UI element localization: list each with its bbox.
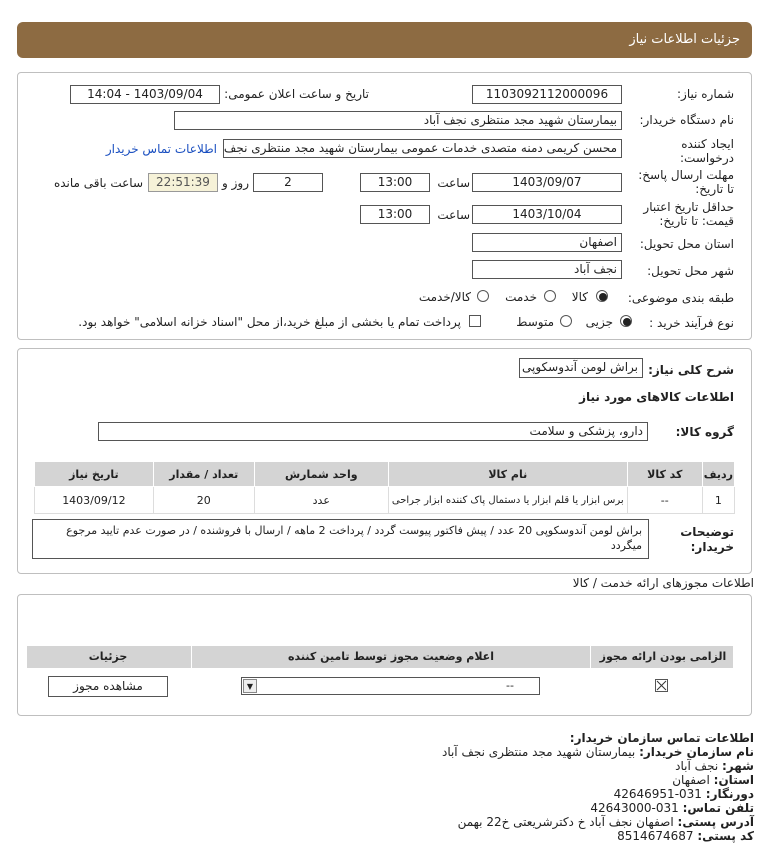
process-minor-radio[interactable] bbox=[620, 315, 632, 327]
category-label: طبقه بندی موضوعی: bbox=[627, 291, 734, 305]
province-field: اصفهان bbox=[472, 233, 622, 252]
contact-city: شهر: نجف آباد bbox=[675, 759, 754, 773]
city-field: نجف آباد bbox=[472, 260, 622, 279]
category-service-label: خدمت bbox=[505, 290, 537, 304]
creator-label: ایجاد کننده درخواست: bbox=[680, 137, 734, 165]
need-number-field: 1103092112000096 bbox=[472, 85, 622, 104]
validity-date-field: 1403/10/04 bbox=[472, 205, 622, 224]
category-goods-label: کالا bbox=[571, 290, 588, 304]
creator-field: محسن کریمی دمنه متصدی خدمات عمومی بیمارستان شهید مجد منتظری نجف bbox=[223, 139, 622, 158]
remaining-label: ساعت باقی مانده bbox=[53, 176, 143, 190]
category-goods-service-label: کالا/خدمت bbox=[418, 290, 471, 304]
cell-date: 1403/09/12 bbox=[35, 487, 154, 514]
contact-phone: تلفن تماس: 031-42643000 bbox=[590, 801, 754, 815]
chevron-down-icon: ▼ bbox=[243, 679, 257, 693]
cell-quantity: 20 bbox=[153, 487, 254, 514]
permits-col-status: اعلام وضعیت مجوز توسط تامین کننده bbox=[191, 646, 591, 668]
permit-required-checkbox bbox=[655, 679, 668, 692]
cell-code: -- bbox=[627, 487, 702, 514]
category-goods-radio[interactable] bbox=[596, 290, 608, 302]
col-quantity: تعداد / مقدار bbox=[153, 462, 254, 487]
col-row: ردیف bbox=[702, 462, 734, 487]
need-number-label: شماره نیاز: bbox=[677, 87, 734, 101]
validity-time-label: ساعت bbox=[437, 208, 470, 222]
deadline-time-label: ساعت bbox=[437, 176, 470, 190]
buyer-contact-link[interactable]: اطلاعات تماس خریدار bbox=[105, 142, 217, 156]
page-header bbox=[17, 22, 752, 58]
city-label: شهر محل تحویل: bbox=[647, 264, 734, 278]
process-minor-label: جزیی bbox=[585, 315, 613, 329]
goods-table bbox=[34, 461, 735, 514]
process-medium-label: متوسط bbox=[516, 315, 554, 329]
days-field: 2 bbox=[253, 173, 323, 192]
permits-col-required: الزامی بودن ارائه مجوز bbox=[599, 650, 727, 663]
buyer-field: بیمارستان شهید مجد منتظری نجف آباد bbox=[174, 111, 622, 130]
cross-icon bbox=[656, 680, 667, 691]
permits-col-details: جزئیات bbox=[88, 650, 128, 663]
announce-label: تاریخ و ساعت اعلان عمومی: bbox=[224, 87, 369, 101]
remaining-timer: 22:51:39 bbox=[148, 173, 218, 192]
deadline-label: مهلت ارسال پاسخ: تا تاریخ: bbox=[638, 168, 734, 196]
goods-group-field: دارو، پزشکی و سلامت bbox=[98, 422, 648, 441]
announce-field: 1403/09/04 - 14:04 bbox=[70, 85, 220, 104]
contact-address: آدرس پستی: اصفهان نجف آباد خ دکترشریعتی خ22 بهمن bbox=[457, 815, 754, 829]
cell-unit: عدد bbox=[254, 487, 388, 514]
summary-label: شرح کلی نیاز: bbox=[648, 363, 734, 377]
cell-name: برس ابزار یا قلم ابزار یا دستمال پاک کننده ابزار جراحی bbox=[388, 487, 627, 514]
buyer-label: نام دستگاه خریدار: bbox=[639, 113, 734, 127]
col-unit: واحد شمارش bbox=[254, 462, 388, 487]
category-service-radio[interactable] bbox=[544, 290, 556, 302]
process-medium-radio[interactable] bbox=[560, 315, 572, 327]
buyer-notes-label: توضیحات خریدار: bbox=[680, 525, 734, 554]
view-permit-button[interactable]: مشاهده مجوز bbox=[48, 676, 168, 697]
page-title: جزئیات اطلاعات نیاز bbox=[629, 32, 740, 47]
col-date: تاریخ نیاز bbox=[35, 462, 154, 487]
permits-header bbox=[27, 646, 733, 668]
buyer-notes-text: براش لومن آندوسکوپی 20 عدد / پیش فاکتور پیوست گردد / پرداخت 2 ماهه / ارسال با فروشنده / در صورت عدم تایید مرجوع میگردد bbox=[66, 524, 642, 552]
contact-title: اطلاعات تماس سازمان خریدار: bbox=[569, 731, 754, 745]
permit-status-value: -- bbox=[506, 679, 514, 692]
deadline-time-field: 13:00 bbox=[360, 173, 430, 192]
summary-field: براش لومن آندوسکوپی bbox=[519, 358, 643, 378]
category-goods-service-radio[interactable] bbox=[477, 290, 489, 302]
contact-postal: کد پستی: 8514674687 bbox=[617, 829, 754, 843]
treasury-payment-checkbox[interactable] bbox=[469, 315, 481, 327]
goods-group-label: گروه کالا: bbox=[675, 425, 734, 439]
contact-fax: دورنگار: 031-42646951 bbox=[613, 787, 754, 801]
province-label: استان محل تحویل: bbox=[639, 237, 734, 251]
col-name: نام کالا bbox=[388, 462, 627, 487]
table-row bbox=[35, 487, 735, 514]
permits-title: اطلاعات مجوزهای ارائه خدمت / کالا bbox=[572, 576, 754, 590]
treasury-payment-note: پرداخت تمام یا بخشی از مبلغ خرید،از محل "اسناد خزانه اسلامی" خواهد بود. bbox=[78, 315, 461, 329]
deadline-date-field: 1403/09/07 bbox=[472, 173, 622, 192]
buyer-notes-box bbox=[32, 519, 649, 559]
goods-table-header bbox=[35, 462, 735, 487]
col-code: کد کالا bbox=[627, 462, 702, 487]
goods-info-title: اطلاعات کالاهای مورد نیاز bbox=[579, 390, 734, 404]
validity-time-field: 13:00 bbox=[360, 205, 430, 224]
cell-row: 1 bbox=[702, 487, 734, 514]
process-label: نوع فرآیند خرید : bbox=[649, 316, 734, 330]
permit-status-select[interactable] bbox=[241, 677, 540, 695]
validity-label: حداقل تاریخ اعتبار قیمت: تا تاریخ: bbox=[643, 200, 734, 228]
contact-org: نام سازمان خریدار: بیمارستان شهید مجد منتظری نجف آباد bbox=[441, 745, 754, 759]
contact-province: استان: اصفهان bbox=[672, 773, 754, 787]
days-label: روز و bbox=[222, 176, 249, 190]
